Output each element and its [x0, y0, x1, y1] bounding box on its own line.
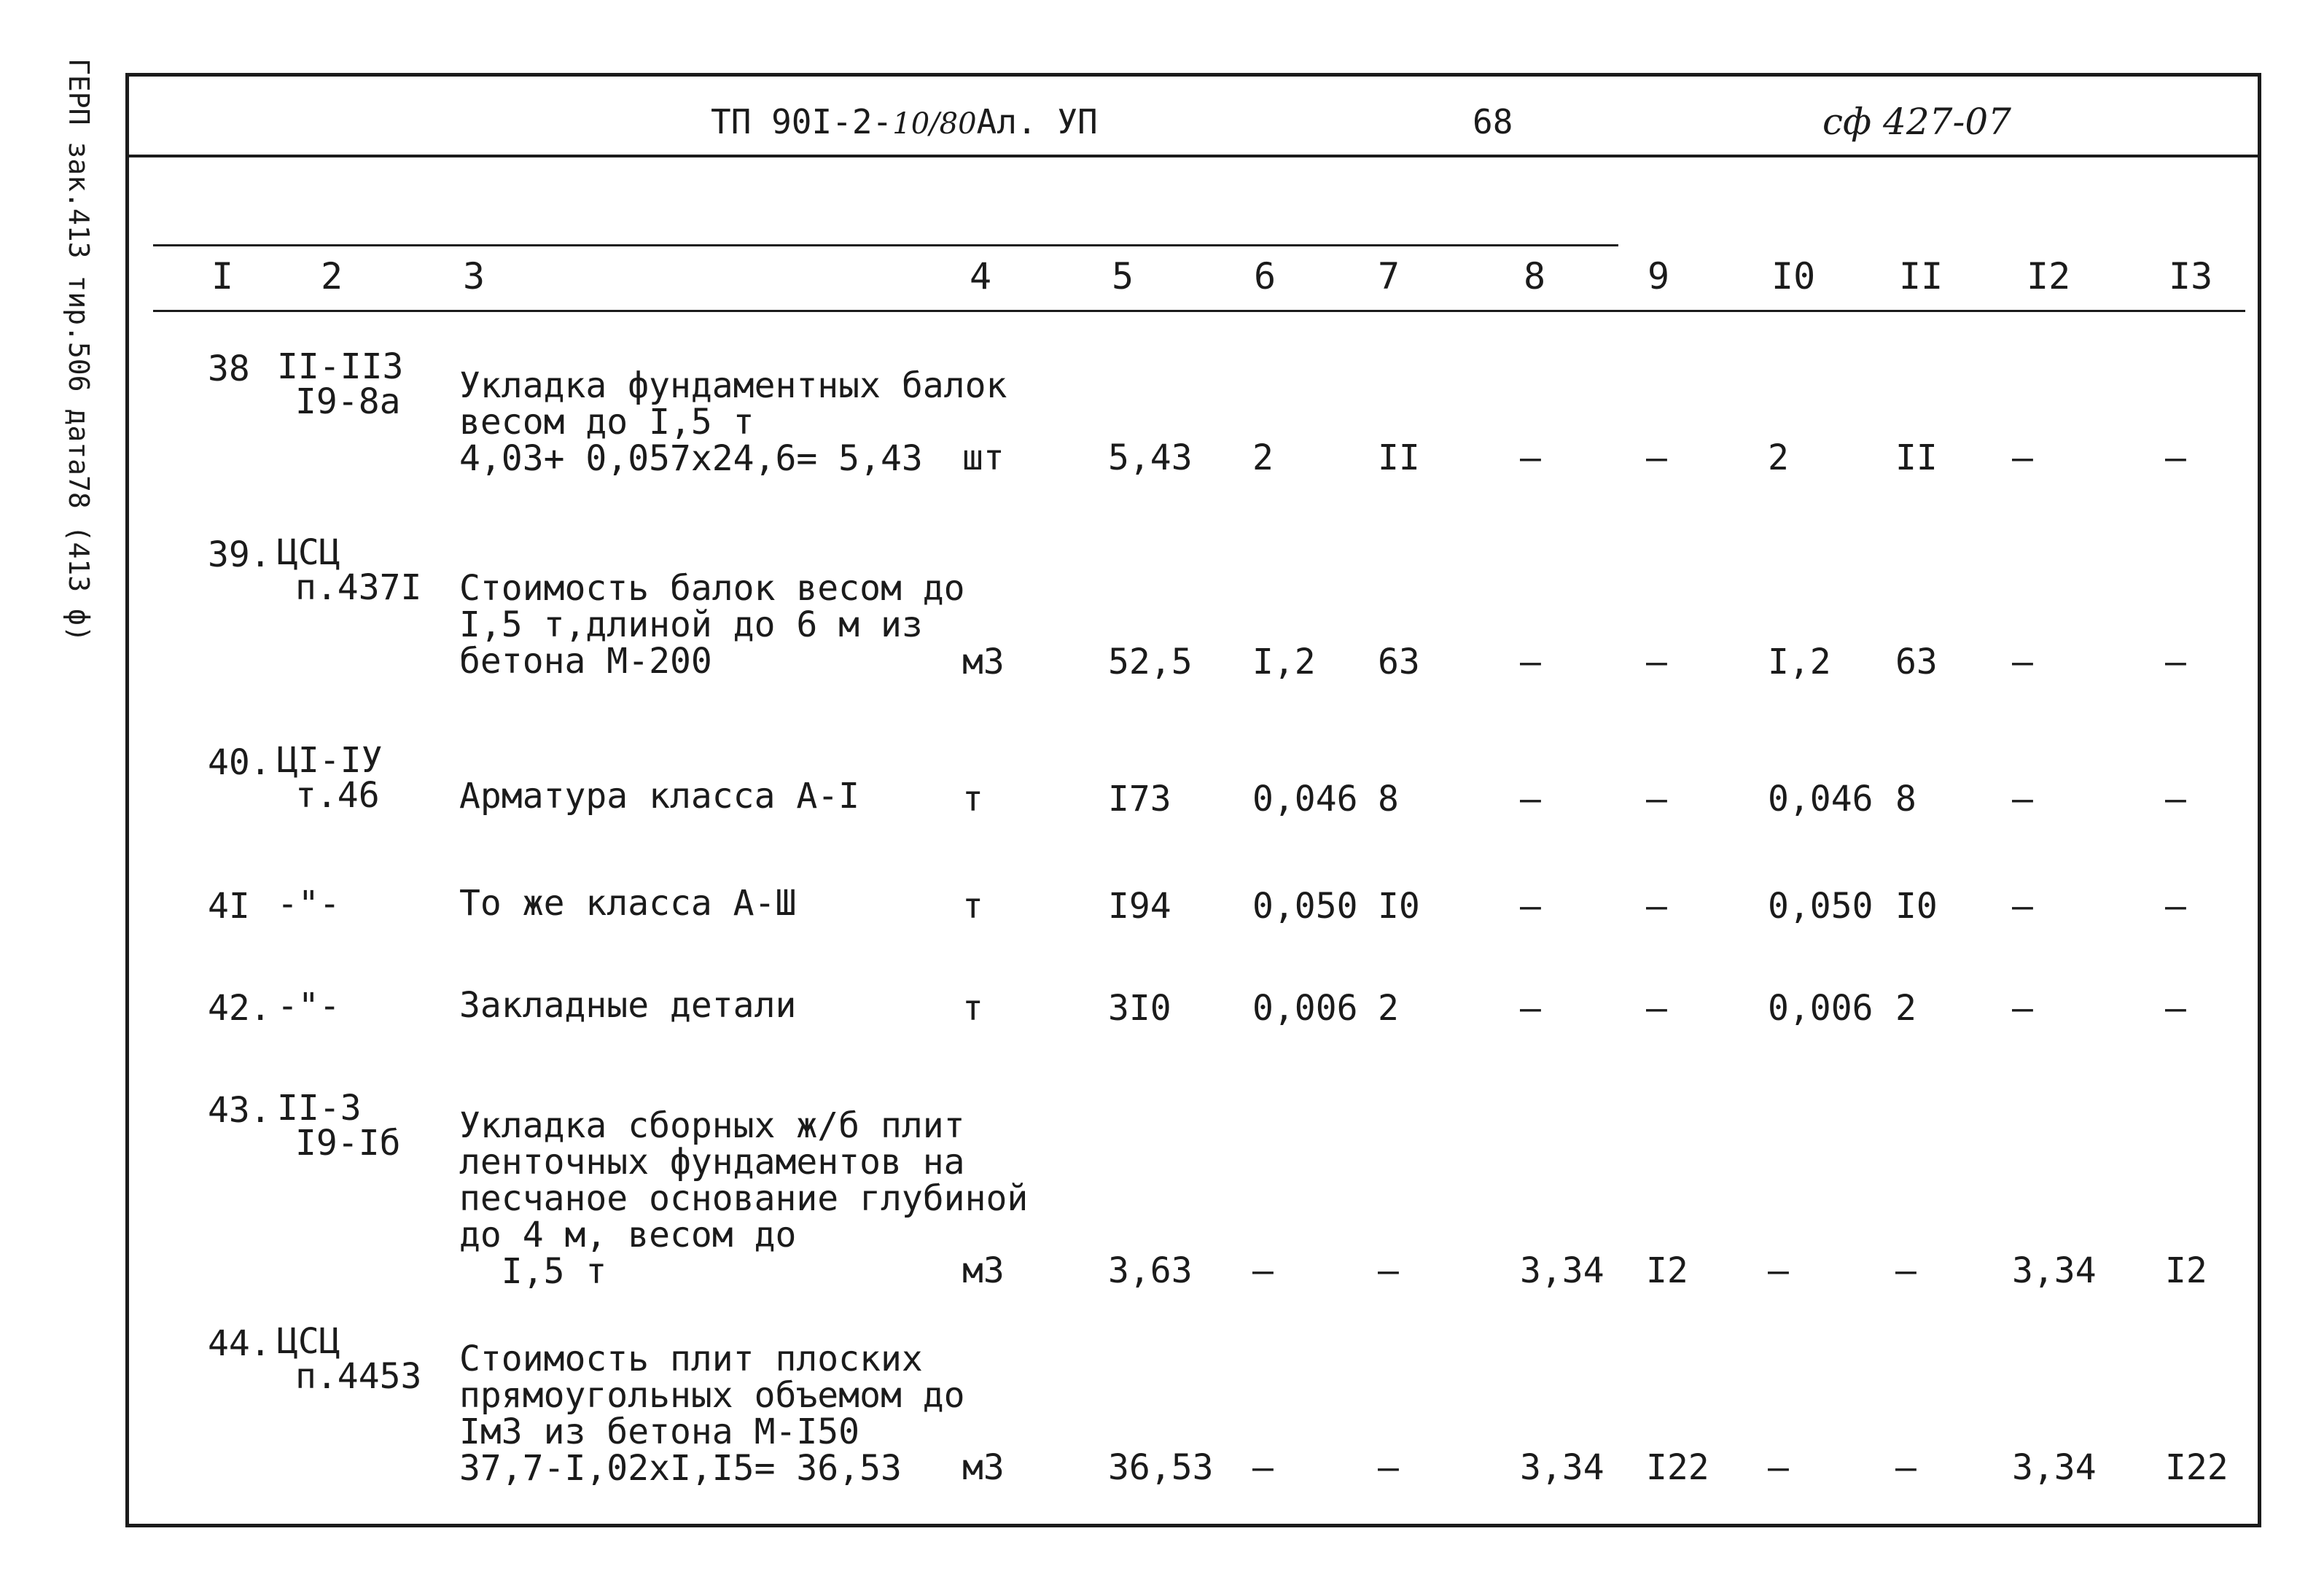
row-cell-unit: т — [962, 886, 983, 927]
row-number: 4I — [208, 886, 250, 927]
row-code-top: II-II3 — [277, 346, 404, 387]
row-cell-c9: I2 — [1646, 1250, 1688, 1291]
row-cell-unit: м3 — [962, 1447, 1005, 1488]
row-code-bottom: т.46 — [295, 775, 380, 816]
column-header-13: I3 — [2169, 255, 2213, 297]
row-cell-c7: II — [1378, 437, 1420, 478]
row-description-line: ленточных фундаментов на — [459, 1142, 965, 1183]
row-cell-c9: – — [1646, 886, 1667, 927]
row-number: 38 — [208, 348, 250, 389]
margin-note-text: ГЕРП зак.413 тир.506 дата78 (413 ф) — [63, 58, 95, 642]
table-top-rule — [153, 244, 1618, 246]
row-cell-price: I73 — [1108, 779, 1171, 819]
row-description-line: Укладка фундаментных балок — [459, 365, 1007, 406]
row-number: 44. — [208, 1323, 271, 1364]
row-description-line: бетона М-200 — [459, 641, 712, 682]
column-header-4: 4 — [970, 255, 992, 297]
row-cell-price: 5,43 — [1108, 437, 1193, 478]
row-description-line: I,5 т — [459, 1251, 607, 1292]
row-code-top: ЦСЦ — [277, 532, 340, 573]
table-header-rule — [153, 310, 2245, 312]
row-description-line: Укладка сборных ж/б плит — [459, 1105, 965, 1146]
row-cell-c6: 2 — [1252, 437, 1274, 478]
column-header-3: 3 — [463, 255, 486, 297]
row-cell-c8: – — [1520, 437, 1541, 478]
row-cell-c12: – — [2012, 437, 2033, 478]
row-cell-c12: 3,34 — [2012, 1250, 2097, 1291]
row-description-line: прямоугольных объемом до — [459, 1375, 965, 1416]
row-cell-c13: – — [2165, 779, 2186, 819]
row-cell-c7: I0 — [1378, 886, 1420, 927]
row-cell-c9: – — [1646, 642, 1667, 682]
row-cell-c11: II — [1895, 437, 1938, 478]
row-code-top: ЦI-IУ — [277, 740, 383, 781]
row-cell-c8: 3,34 — [1520, 1250, 1604, 1291]
row-cell-c6: I,2 — [1252, 642, 1316, 682]
row-cell-c7: 8 — [1378, 779, 1399, 819]
row-cell-c12: 3,34 — [2012, 1447, 2097, 1488]
row-description-line: I,5 т,длиной до 6 м из — [459, 604, 923, 645]
row-cell-c13: – — [2165, 642, 2186, 682]
row-cell-c11: 8 — [1895, 779, 1916, 819]
project-code — [711, 102, 1098, 141]
row-cell-unit: шт — [962, 437, 1005, 478]
row-cell-c6: 0,046 — [1252, 779, 1358, 819]
margin-note — [51, 58, 109, 642]
row-code-top: ЦСЦ — [277, 1321, 340, 1362]
row-number: 40. — [208, 742, 271, 783]
row-cell-unit: м3 — [962, 642, 1005, 682]
row-description-line: весом до I,5 т — [459, 402, 754, 443]
column-header-6: 6 — [1254, 255, 1276, 297]
row-code-bottom: I9-Iб — [295, 1123, 401, 1164]
row-cell-c7: 2 — [1378, 988, 1399, 1029]
row-cell-c11: I0 — [1895, 886, 1938, 927]
row-description-line: То же класса А-Ш — [459, 883, 797, 924]
row-description-line: Закладные детали — [459, 985, 797, 1026]
row-cell-c10: I,2 — [1768, 642, 1831, 682]
row-cell-c10: – — [1768, 1447, 1789, 1488]
column-header-12: I2 — [2027, 255, 2071, 297]
row-cell-c11: – — [1895, 1447, 1916, 1488]
project-code-prefix: ТП 90I-2- — [711, 102, 893, 141]
row-cell-c8: – — [1520, 642, 1541, 682]
row-code-bottom: п.4453 — [295, 1356, 422, 1397]
row-code-bottom: п.437I — [295, 567, 422, 608]
row-cell-price: 3,63 — [1108, 1250, 1193, 1291]
row-cell-c6: 0,006 — [1252, 988, 1358, 1029]
row-cell-price: 52,5 — [1108, 642, 1193, 682]
page-number: 68 — [1473, 102, 1513, 141]
row-cell-c7: 63 — [1378, 642, 1420, 682]
row-cell-c13: I22 — [2165, 1447, 2229, 1488]
row-cell-c10: – — [1768, 1250, 1789, 1291]
row-cell-c9: – — [1646, 988, 1667, 1029]
sheet-code: сф 427-07 — [1822, 101, 2011, 143]
row-cell-c10: 0,050 — [1768, 886, 1873, 927]
column-header-5: 5 — [1112, 255, 1134, 297]
row-cell-c10: 0,006 — [1768, 988, 1873, 1029]
row-cell-c6: – — [1252, 1447, 1274, 1488]
column-header-1: I — [211, 255, 234, 297]
row-cell-c13: I2 — [2165, 1250, 2207, 1291]
row-cell-c10: 0,046 — [1768, 779, 1873, 819]
row-cell-price: I94 — [1108, 886, 1171, 927]
row-number: 42. — [208, 988, 271, 1029]
row-description-line: Арматура класса А-I — [459, 776, 860, 817]
row-cell-c12: – — [2012, 779, 2033, 819]
row-description-line: Стоимость балок весом до — [459, 568, 965, 609]
row-cell-c13: – — [2165, 437, 2186, 478]
row-cell-c12: – — [2012, 642, 2033, 682]
row-cell-c13: – — [2165, 988, 2186, 1029]
row-cell-c10: 2 — [1768, 437, 1789, 478]
row-cell-c8: – — [1520, 988, 1541, 1029]
row-cell-price: 36,53 — [1108, 1447, 1214, 1488]
row-cell-c12: – — [2012, 988, 2033, 1029]
row-description-line: Iм3 из бетона М-I50 — [459, 1411, 860, 1452]
row-cell-c12: – — [2012, 886, 2033, 927]
project-code-handwritten: 10/80 — [892, 107, 977, 141]
row-code-top: -"- — [277, 986, 340, 1027]
row-cell-c13: – — [2165, 886, 2186, 927]
row-cell-price: 3I0 — [1108, 988, 1171, 1029]
row-number: 43. — [208, 1090, 271, 1131]
column-header-10: I0 — [1771, 255, 1816, 297]
row-cell-c7: – — [1378, 1447, 1399, 1488]
column-header-11: II — [1899, 255, 1943, 297]
row-description-line: Стоимость плит плоских — [459, 1339, 923, 1379]
row-code-top: -"- — [277, 884, 340, 924]
column-header-2: 2 — [321, 255, 343, 297]
row-code-top: II-3 — [277, 1088, 362, 1129]
row-cell-c8: – — [1520, 779, 1541, 819]
row-cell-c9: – — [1646, 779, 1667, 819]
row-cell-c8: 3,34 — [1520, 1447, 1604, 1488]
row-cell-c6: – — [1252, 1250, 1274, 1291]
column-header-8: 8 — [1524, 255, 1546, 297]
row-cell-unit: т — [962, 779, 983, 819]
row-description-line: 4,03+ 0,057х24,6= 5,43 — [459, 438, 923, 479]
row-description-line: песчаное основание глубиной — [459, 1178, 1029, 1219]
column-header-9: 9 — [1648, 255, 1670, 297]
row-cell-c9: – — [1646, 437, 1667, 478]
row-description-line: до 4 м, весом до — [459, 1215, 797, 1255]
project-code-suffix: Ал. УП — [976, 102, 1098, 141]
row-cell-unit: м3 — [962, 1250, 1005, 1291]
header-divider — [129, 155, 2258, 157]
row-cell-c11: 63 — [1895, 642, 1938, 682]
row-cell-unit: т — [962, 988, 983, 1029]
row-cell-c7: – — [1378, 1250, 1399, 1291]
row-code-bottom: I9-8а — [295, 381, 401, 422]
row-cell-c9: I22 — [1646, 1447, 1709, 1488]
row-cell-c6: 0,050 — [1252, 886, 1358, 927]
row-cell-c11: 2 — [1895, 988, 1916, 1029]
row-cell-c11: – — [1895, 1250, 1916, 1291]
row-description-line: 37,7-I,02хI,I5= 36,53 — [459, 1448, 902, 1489]
row-cell-c8: – — [1520, 886, 1541, 927]
column-header-7: 7 — [1378, 255, 1400, 297]
row-number: 39. — [208, 534, 271, 575]
